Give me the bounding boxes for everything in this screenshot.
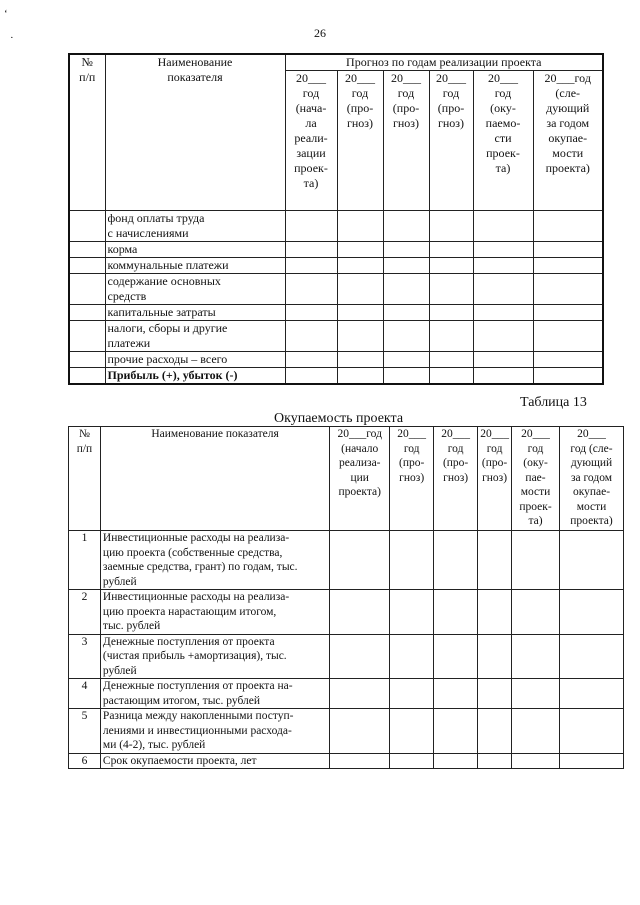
table-row (69, 305, 603, 321)
table-row (69, 709, 624, 754)
row-label: корма (105, 242, 285, 258)
year-col-header: 20___ год (оку- паемо- сти проек- та) (473, 71, 533, 211)
table-row (69, 258, 603, 274)
row-label: прочие расходы – всего (105, 352, 285, 368)
year-col-header: 20___ год (про- гноз) (383, 71, 429, 211)
row-label: Разница между накопленными поступ- лениями и инвестиционными расхода- ми (4-2), тыс. рублей (100, 709, 329, 754)
header-num: № п/п (69, 427, 101, 531)
table-row (69, 321, 603, 352)
table-row (69, 679, 624, 709)
header-forecast-group: Прогноз по годам реализации проекта (285, 54, 603, 71)
table-row (69, 753, 624, 769)
row-label: содержание основных средств (105, 274, 285, 305)
year-col-header: 20___ год (оку- пае- мости проек- та) (512, 427, 560, 531)
year-col-header: 20___ год (про- гноз) (390, 427, 434, 531)
row-label: Денежные поступления от проекта (чистая прибыль +амортизация), тыс. рублей (100, 634, 329, 679)
table-row (69, 242, 603, 258)
row-label: Инвестиционные расходы на реализа- цию проекта (собственные средства, заемные средства, грант) по годам, тыс. рублей (100, 531, 329, 590)
row-label: коммунальные платежи (105, 258, 285, 274)
table-caption: Таблица 13 (520, 395, 587, 410)
table-row (69, 368, 603, 385)
table-row (69, 634, 624, 679)
year-col-header: 20___год (сле- дующий за годом окупае- мости проекта) (533, 71, 603, 211)
year-col-header: 20___ год (нача- ла реали- зации проек- та) (285, 71, 337, 211)
row-label: капитальные затраты (105, 305, 285, 321)
header-name: Наименование показателя (100, 427, 329, 531)
row-num: 3 (69, 634, 101, 679)
scan-mark: · (10, 32, 14, 44)
row-num: 4 (69, 679, 101, 709)
year-col-header: 20___ год (про- гноз) (337, 71, 383, 211)
year-col-header: 20___ год (сле- дующий за годом окупае- мости проекта) (560, 427, 624, 531)
table-row (69, 531, 624, 590)
row-label: фонд оплаты труда с начислениями (105, 211, 285, 242)
row-num: 6 (69, 753, 101, 769)
row-num: 1 (69, 531, 101, 590)
header-num: № п/п (69, 54, 105, 211)
year-col-header: 20___ год (про- гноз) (429, 71, 473, 211)
year-col-header: 20___ год (про- гноз) (434, 427, 478, 531)
table-row (69, 274, 603, 305)
payback-table (68, 426, 624, 769)
row-label: Срок окупаемости проекта, лет (100, 753, 329, 769)
page-number: 26 (314, 26, 326, 40)
row-label: Денежные поступления от проекта на- растающим итогом, тыс. рублей (100, 679, 329, 709)
row-label: Инвестиционные расходы на реализа- цию проекта нарастающим итогом, тыс. рублей (100, 590, 329, 635)
row-num: 5 (69, 709, 101, 754)
expenses-forecast-table (68, 53, 604, 385)
year-col-header: 20___ год (про- гноз) (478, 427, 512, 531)
table-row (69, 211, 603, 242)
scan-mark: ‘ (4, 8, 8, 20)
row-num: 2 (69, 590, 101, 635)
row-label: налоги, сборы и другие платежи (105, 321, 285, 352)
table-row (69, 590, 624, 635)
row-label-profit: Прибыль (+), убыток (-) (105, 368, 285, 385)
table-row (69, 352, 603, 368)
header-name: Наименование показателя (105, 54, 285, 211)
table-title: Окупаемость проекта (274, 411, 404, 426)
year-col-header: 20___год (начало реализа- ции проекта) (330, 427, 390, 531)
